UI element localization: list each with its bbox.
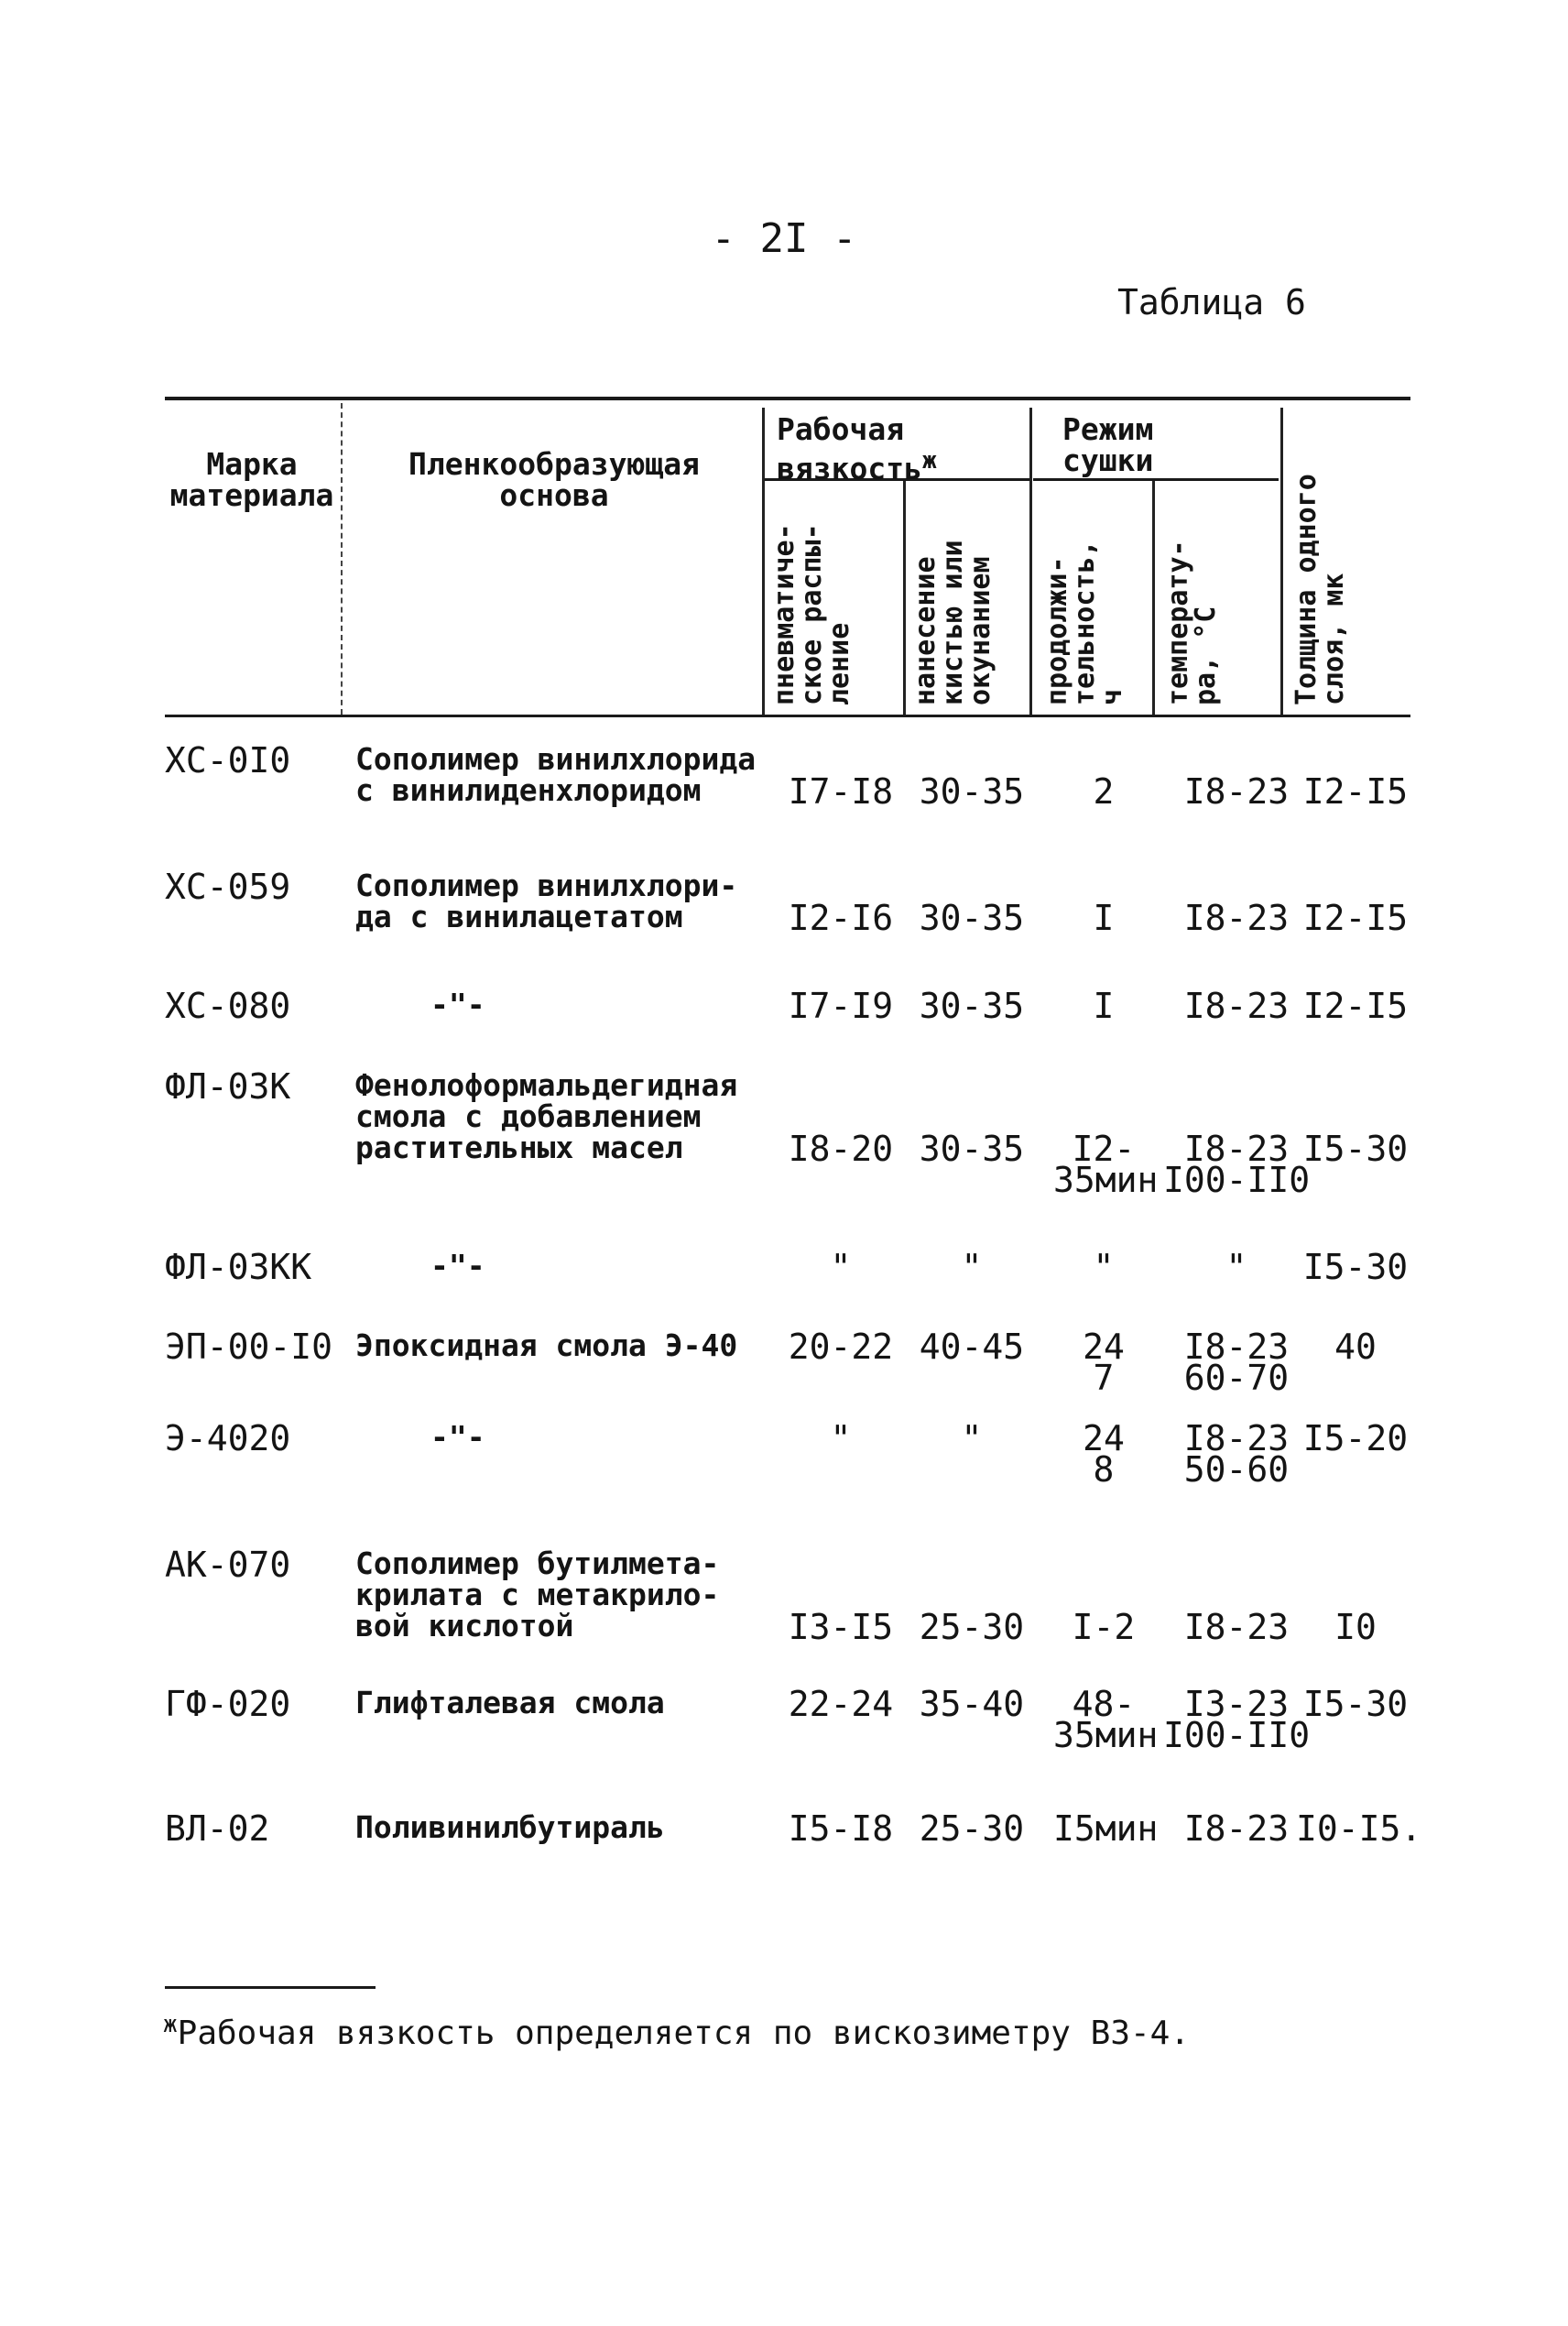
row-temp: I8-23	[1183, 1607, 1290, 1647]
row-temp: I8-23	[1183, 1129, 1290, 1169]
row-spray: 22-24	[788, 1684, 894, 1724]
row-spray: "	[830, 1247, 852, 1287]
row-duration: 7	[1093, 1358, 1115, 1398]
header-temp: температу- ра, °С	[1162, 540, 1222, 705]
row-temp: 50-60	[1183, 1449, 1290, 1490]
row-base-line: смола с добавлением	[355, 1098, 702, 1134]
row-base-line: Сополимер бутилмета-	[355, 1545, 720, 1581]
row-brand: ФЛ-03К	[165, 1066, 291, 1107]
page-number: - 2I -	[711, 215, 857, 262]
row-brand: АК-070	[165, 1545, 291, 1585]
row-base-line: крилата с метакрило-	[355, 1577, 720, 1612]
row-duration: 48-	[1072, 1684, 1136, 1724]
header-brand	[165, 446, 339, 513]
row-duration: I5мин	[1053, 1808, 1159, 1849]
row-spray: I3-I5	[788, 1607, 894, 1647]
row-brush: 35-40	[919, 1684, 1025, 1724]
row-temp: I8-23	[1183, 1808, 1290, 1849]
row-spray: 20-22	[788, 1327, 894, 1367]
footnote-mark: ж	[163, 2011, 178, 2038]
row-duration: 35мин	[1053, 1715, 1159, 1755]
row-duration: 35мин	[1053, 1160, 1159, 1200]
header-base-line1: Пленкообразующая	[408, 446, 700, 482]
column-divider-4	[1029, 408, 1032, 715]
row-spray: I5-I8	[788, 1808, 894, 1849]
row-brand: Э-4020	[165, 1418, 291, 1458]
column-divider-3	[903, 481, 906, 715]
header-thickness: Толщина одного слоя, мк	[1290, 474, 1350, 705]
header-brand-line2: материала	[169, 477, 334, 513]
row-duration: 24	[1083, 1418, 1125, 1458]
row-temp: I8-23	[1183, 986, 1290, 1026]
header-drying-line1: Режим	[1062, 411, 1154, 447]
row-thickness: I2-I5	[1302, 986, 1409, 1026]
row-duration: I-2	[1072, 1607, 1136, 1647]
header-viscosity	[777, 411, 937, 486]
row-base-line: Сополимер винилхлорида	[355, 741, 757, 777]
column-divider-5	[1152, 481, 1155, 715]
row-brush: 30-35	[919, 898, 1025, 938]
row-base-line: Сополимер винилхлори-	[355, 868, 738, 903]
header-drying	[1062, 411, 1154, 478]
row-base-line: растительных масел	[355, 1130, 683, 1165]
row-base-line: -"-	[430, 1419, 485, 1455]
header-viscosity-line1: Рабочая	[777, 411, 905, 447]
column-divider-2	[762, 408, 765, 715]
table-top-rule	[165, 397, 1410, 400]
row-brush: "	[961, 1418, 983, 1458]
row-duration: 2	[1093, 771, 1115, 812]
column-divider-1	[341, 403, 343, 715]
row-base-line: Глифталевая смола	[355, 1685, 665, 1720]
row-base-line: Эпоксидная смола Э-40	[355, 1327, 738, 1363]
row-temp: I00-II0	[1163, 1715, 1311, 1755]
header-base	[348, 446, 760, 513]
row-thickness: I5-20	[1302, 1418, 1409, 1458]
row-duration: "	[1093, 1247, 1115, 1287]
row-spray: I2-I6	[788, 898, 894, 938]
row-temp: I8-23	[1183, 771, 1290, 812]
table-header-bottom-rule	[165, 715, 1410, 717]
footnote	[163, 2011, 1190, 2052]
header-brush: нанесение кистью или окунанием	[909, 540, 996, 705]
table-label: Таблица 6	[1117, 282, 1306, 322]
row-spray: I7-I8	[788, 771, 894, 812]
row-duration: 24	[1083, 1327, 1125, 1367]
footnote-rule	[165, 1986, 376, 1989]
row-brand: ХС-0I0	[165, 740, 291, 781]
row-base-line: -"-	[430, 1248, 485, 1283]
row-spray: "	[830, 1418, 852, 1458]
footnote-text: Рабочая вязкость определяется по вискозиметру ВЗ-4.	[177, 2015, 1191, 2052]
header-base-line2: основа	[499, 477, 609, 513]
row-brush: 25-30	[919, 1808, 1025, 1849]
row-thickness: 40	[1334, 1327, 1377, 1367]
row-brush: 40-45	[919, 1327, 1025, 1367]
row-base-line: с винилиденхлоридом	[355, 772, 702, 808]
row-thickness: I0	[1334, 1607, 1377, 1647]
row-thickness: I2-I5	[1302, 898, 1409, 938]
header-brand-line1: Марка	[206, 446, 298, 482]
column-divider-6	[1280, 408, 1283, 715]
drying-group-rule	[1033, 478, 1279, 481]
row-base-line: вой кислотой	[355, 1608, 574, 1643]
row-temp: I8-23	[1183, 1327, 1290, 1367]
row-brand: ЭП-00-I0	[165, 1327, 333, 1367]
row-brand: ХС-059	[165, 867, 291, 907]
row-duration: I	[1093, 986, 1115, 1026]
row-brush: 25-30	[919, 1607, 1025, 1647]
header-drying-line2: сушки	[1062, 442, 1154, 478]
row-temp: "	[1225, 1247, 1247, 1287]
row-thickness: I0-I5.	[1296, 1808, 1422, 1849]
row-spray: I7-I9	[788, 986, 894, 1026]
header-viscosity-line2: вязкость$^ж$	[777, 447, 937, 486]
row-brand: ГФ-020	[165, 1684, 291, 1724]
row-temp: I00-II0	[1163, 1160, 1311, 1200]
row-base-line: Фенолоформальдегидная	[355, 1067, 738, 1103]
row-base-line: -"-	[430, 987, 485, 1022]
row-brush: 30-35	[919, 986, 1025, 1026]
row-thickness: I2-I5	[1302, 771, 1409, 812]
row-temp: I8-23	[1183, 1418, 1290, 1458]
row-brush: "	[961, 1247, 983, 1287]
row-duration: I	[1093, 898, 1115, 938]
row-base-line: да с винилацетатом	[355, 899, 683, 934]
row-spray: I8-20	[788, 1129, 894, 1169]
row-thickness: I5-30	[1302, 1247, 1409, 1287]
row-brand: ФЛ-03КК	[165, 1247, 312, 1287]
row-temp: I3-23	[1183, 1684, 1290, 1724]
row-temp: I8-23	[1183, 898, 1290, 938]
row-duration: 8	[1093, 1449, 1115, 1490]
row-brush: 30-35	[919, 771, 1025, 812]
footnote-marker: ж	[921, 447, 937, 475]
row-brand: ХС-080	[165, 986, 291, 1026]
row-temp: 60-70	[1183, 1358, 1290, 1398]
header-spray: пневматиче- ское распы- ление	[768, 523, 855, 705]
row-thickness: I5-30	[1302, 1684, 1409, 1724]
header-duration: продолжи- тельность, ч	[1041, 540, 1128, 705]
row-duration: I2-	[1072, 1129, 1136, 1169]
row-base-line: Поливинилбутираль	[355, 1809, 665, 1845]
row-brand: ВЛ-02	[165, 1808, 270, 1849]
row-brush: 30-35	[919, 1129, 1025, 1169]
row-thickness: I5-30	[1302, 1129, 1409, 1169]
